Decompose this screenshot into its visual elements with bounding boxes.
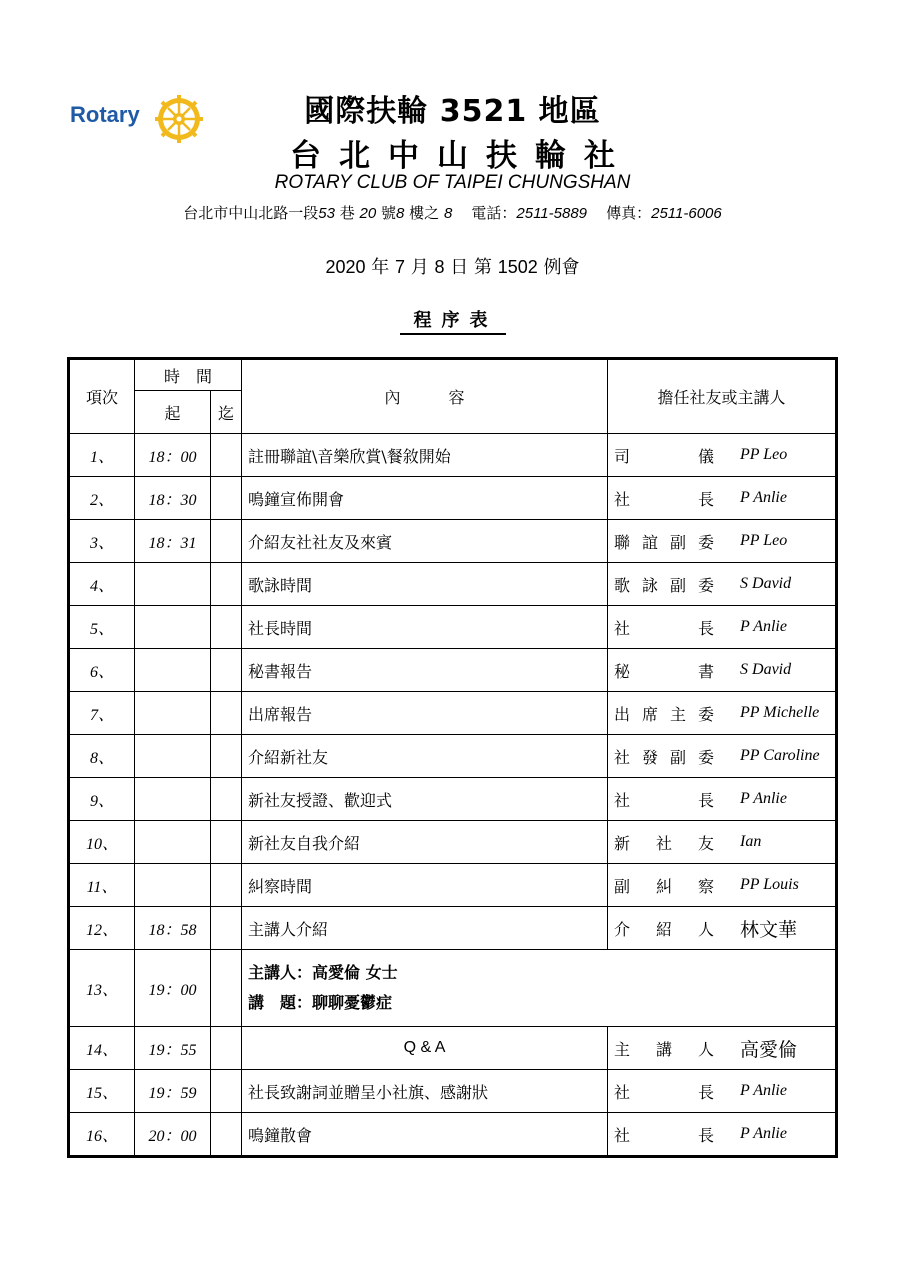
item-content: 註冊聯誼\音樂欣賞\餐敘開始: [242, 434, 608, 477]
person-role: 秘書: [614, 661, 715, 681]
person-role: 聯誼副委: [614, 532, 715, 552]
address-no4: 8: [443, 205, 453, 222]
district-title: 國際扶輪 3521 地區: [304, 94, 601, 129]
table-row: [69, 434, 837, 477]
start-time: [135, 778, 211, 821]
header-person: 擔任社友或主講人: [608, 359, 837, 434]
end-time: [211, 950, 242, 1027]
phone-number: 2511-5889: [516, 205, 588, 222]
person-name: PP Louis: [740, 876, 799, 893]
item-number: 10、: [69, 821, 135, 864]
table-row: [69, 563, 837, 606]
end-time: [211, 907, 242, 950]
item-number: 14、: [69, 1027, 135, 1070]
qa-row: [69, 1027, 837, 1070]
fax-label: 傳真：: [606, 204, 652, 222]
start-time: [135, 864, 211, 907]
end-time: [211, 778, 242, 821]
start-time: 18：58: [135, 907, 211, 950]
person-cell: [608, 821, 837, 864]
address-floor: 樓之: [409, 204, 440, 222]
end-time: [211, 735, 242, 778]
table-row: [69, 907, 837, 950]
person-name: P Anlie: [740, 618, 787, 635]
end-time: [211, 1113, 242, 1157]
person-name: PP Leo: [740, 532, 788, 549]
meeting-number: 1502: [497, 257, 538, 277]
start-time: 19：55: [135, 1027, 211, 1070]
start-time: [135, 649, 211, 692]
person-name: 高愛倫: [740, 1038, 798, 1061]
item-content: 出席報告: [242, 692, 608, 735]
meeting-month: 7: [395, 257, 406, 277]
meeting-year-label: 年: [371, 257, 390, 278]
start-time: [135, 606, 211, 649]
item-content: 介紹新社友: [242, 735, 608, 778]
end-time: [211, 692, 242, 735]
person-name: Ian: [740, 833, 762, 850]
end-time: [211, 563, 242, 606]
header-end: 迄: [211, 391, 242, 434]
address-line: [0, 202, 905, 223]
speaker-row: [69, 950, 837, 1027]
address-no1: 53: [318, 205, 335, 222]
address-no2: 20: [359, 205, 377, 222]
person-cell: [608, 477, 837, 520]
speaker-info: [242, 950, 837, 1027]
person-role: 社長: [614, 1082, 715, 1102]
item-number: 2、: [69, 477, 135, 520]
person-name: 林文華: [740, 918, 798, 941]
fax-number: 2511-6006: [651, 205, 722, 222]
person-name: PP Leo: [740, 446, 788, 463]
item-content: 新社友自我介紹: [242, 821, 608, 864]
end-time: [211, 649, 242, 692]
table-header-row: [69, 359, 837, 391]
item-content: 社長時間: [242, 606, 608, 649]
item-content: 主講人介紹: [242, 907, 608, 950]
person-role: 司儀: [614, 446, 715, 466]
table-row: [69, 649, 837, 692]
item-number: 8、: [69, 735, 135, 778]
person-role: 副糾察: [614, 876, 715, 896]
meeting-number-label: 例會: [543, 257, 580, 278]
meeting-day: 8: [434, 257, 445, 277]
person-cell: [608, 1027, 837, 1070]
person-cell: [608, 907, 837, 950]
item-number: 5、: [69, 606, 135, 649]
phone-label: 電話：: [471, 204, 517, 222]
item-content: 新社友授證、歡迎式: [242, 778, 608, 821]
start-time: 18：00: [135, 434, 211, 477]
item-number: 3、: [69, 520, 135, 563]
person-role: 社長: [614, 618, 715, 638]
person-cell: [608, 606, 837, 649]
header-content: 內 容: [242, 359, 608, 434]
person-role: 歌詠副委: [614, 575, 715, 595]
table-row: [69, 1070, 837, 1113]
person-role: 社長: [614, 489, 715, 509]
item-number: 12、: [69, 907, 135, 950]
program-table: [67, 357, 838, 1158]
end-time: [211, 1027, 242, 1070]
start-time: 19：59: [135, 1070, 211, 1113]
item-content: 秘書報告: [242, 649, 608, 692]
table-row: [69, 735, 837, 778]
person-cell: [608, 434, 837, 477]
end-time: [211, 434, 242, 477]
person-name: P Anlie: [740, 1125, 787, 1142]
meeting-year: 2020: [325, 257, 366, 277]
meeting-line: [0, 253, 905, 279]
address-prefix: 台北市中山北路一段: [183, 204, 319, 222]
table-row: [69, 821, 837, 864]
item-number: 15、: [69, 1070, 135, 1113]
item-number: 4、: [69, 563, 135, 606]
person-role: 出席主委: [614, 704, 715, 724]
table-row: [69, 1113, 837, 1157]
person-name: P Anlie: [740, 489, 787, 506]
header-time: 時 間: [135, 359, 242, 391]
person-cell: [608, 649, 837, 692]
table-row: [69, 692, 837, 735]
start-time: [135, 692, 211, 735]
person-cell: [608, 692, 837, 735]
address-lane: 巷: [339, 204, 355, 222]
end-time: [211, 477, 242, 520]
header-no: 項次: [69, 359, 135, 434]
person-cell: [608, 563, 837, 606]
table-row: [69, 778, 837, 821]
end-time: [211, 864, 242, 907]
end-time: [211, 606, 242, 649]
person-role: 介紹人: [614, 919, 715, 939]
item-number: 13、: [69, 950, 135, 1027]
address-hao: 號: [381, 204, 397, 222]
person-name: PP Caroline: [740, 747, 820, 764]
person-cell: [608, 1070, 837, 1113]
person-role: 社長: [614, 1125, 715, 1145]
item-content: 歌詠時間: [242, 563, 608, 606]
start-time: [135, 735, 211, 778]
table-row: [69, 477, 837, 520]
item-content: 鳴鐘宣佈開會: [242, 477, 608, 520]
start-time: 18：31: [135, 520, 211, 563]
person-cell: [608, 1113, 837, 1157]
item-number: 11、: [69, 864, 135, 907]
person-name: PP Michelle: [740, 704, 820, 721]
person-name: P Anlie: [740, 790, 787, 807]
club-title-en: ROTARY CLUB OF TAIPEI CHUNGSHAN: [274, 172, 631, 193]
person-role: 社長: [614, 790, 715, 810]
item-content: 糾察時間: [242, 864, 608, 907]
item-number: 1、: [69, 434, 135, 477]
person-cell: [608, 864, 837, 907]
speaker-topic: 講 題：聊聊憂鬱症: [248, 993, 393, 1012]
logo-text: Rotary: [70, 102, 140, 127]
person-role: 新社友: [614, 833, 715, 853]
start-time: [135, 821, 211, 864]
end-time: [211, 1070, 242, 1113]
meeting-month-label: 月: [410, 257, 429, 278]
item-number: 16、: [69, 1113, 135, 1157]
person-role: 社發副委: [614, 747, 715, 767]
table-row: [69, 864, 837, 907]
table-row: [69, 606, 837, 649]
item-number: 9、: [69, 778, 135, 821]
person-cell: [608, 735, 837, 778]
end-time: [211, 520, 242, 563]
start-time: 20：00: [135, 1113, 211, 1157]
person-cell: [608, 520, 837, 563]
item-content: 社長致謝詞並贈呈小社旗、感謝狀: [242, 1070, 608, 1113]
item-content: Q & A: [242, 1027, 608, 1070]
speaker-name: 主講人：高愛倫 女士: [248, 963, 398, 982]
person-cell: [608, 778, 837, 821]
program-title: [0, 306, 905, 335]
start-time: 18：30: [135, 477, 211, 520]
end-time: [211, 821, 242, 864]
meeting-day-label: 日 第: [450, 257, 492, 278]
start-time: 19：00: [135, 950, 211, 1027]
person-role: 主講人: [614, 1039, 715, 1059]
header-start: 起: [135, 391, 211, 434]
item-number: 7、: [69, 692, 135, 735]
start-time: [135, 563, 211, 606]
table-row: [69, 520, 837, 563]
item-content: 介紹友社社友及來賓: [242, 520, 608, 563]
item-content: 鳴鐘散會: [242, 1113, 608, 1157]
person-name: P Anlie: [740, 1082, 787, 1099]
address-no3: 8: [396, 205, 405, 222]
item-number: 6、: [69, 649, 135, 692]
program-title-text: 程序表: [400, 306, 506, 335]
club-title: 台北中山扶輪社: [290, 138, 633, 174]
person-name: S David: [740, 575, 792, 592]
person-name: S David: [740, 661, 792, 678]
